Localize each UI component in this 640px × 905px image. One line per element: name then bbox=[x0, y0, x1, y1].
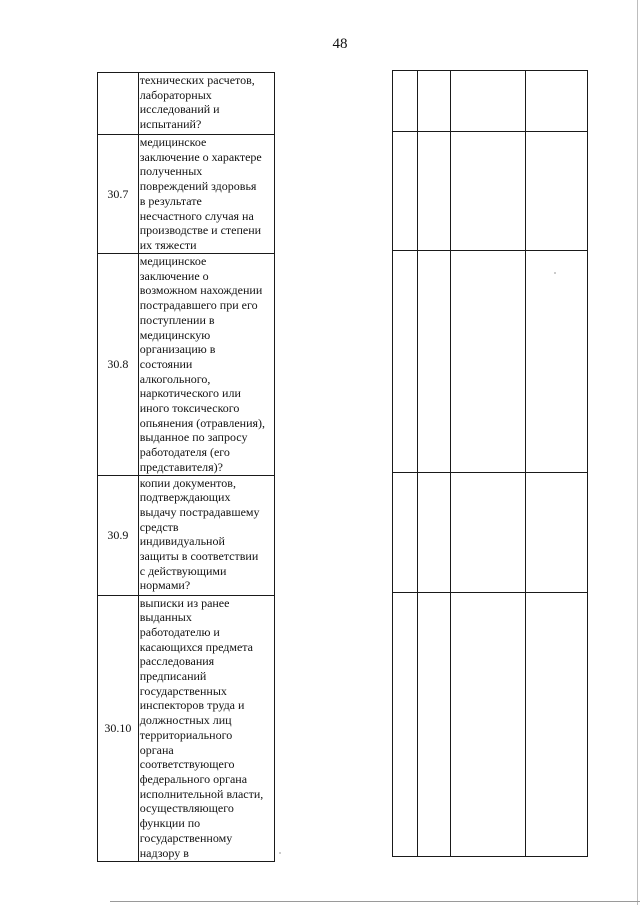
scan-speck bbox=[554, 272, 556, 274]
answer-row bbox=[393, 593, 588, 857]
page-edge-line bbox=[637, 0, 638, 905]
table-row bbox=[98, 73, 275, 135]
item-question-cell: медицинское заключение о характере полученных повреждений здоровья в результате несчастного случая на производстве и степени их тяжести bbox=[138, 135, 274, 254]
answer-cell bbox=[451, 473, 526, 593]
answer-cell bbox=[393, 132, 418, 251]
answer-cell bbox=[451, 593, 526, 857]
item-question-cell: медицинское заключение о возможном нахождении пострадавшего при его поступлении в медицинскую организацию в состоянии алкогольного, наркотического или иного токсического опьянения (отравления), выданное по запросу работодателя (его представителя)? bbox=[138, 254, 274, 476]
answer-row bbox=[393, 132, 588, 251]
item-number-cell bbox=[98, 73, 139, 135]
item-number-cell: 30.9 bbox=[98, 475, 139, 595]
answer-cell bbox=[525, 251, 587, 473]
table-row bbox=[98, 475, 275, 595]
answer-cell bbox=[525, 71, 587, 132]
answer-grid-table bbox=[392, 70, 588, 857]
table-row bbox=[98, 135, 275, 254]
page-bottom-line bbox=[110, 901, 640, 902]
table-row bbox=[98, 595, 275, 861]
answer-cell bbox=[417, 473, 450, 593]
answer-cell bbox=[417, 71, 450, 132]
answer-cell bbox=[525, 593, 587, 857]
answer-cell bbox=[393, 71, 418, 132]
item-question-cell: технических расчетов, лабораторных исследований и испытаний? bbox=[138, 73, 274, 135]
answer-row bbox=[393, 71, 588, 132]
answer-row bbox=[393, 473, 588, 593]
item-number-cell: 30.8 bbox=[98, 254, 139, 476]
answer-cell bbox=[393, 593, 418, 857]
answer-cell bbox=[451, 251, 526, 473]
item-number-cell: 30.10 bbox=[98, 595, 139, 861]
answer-cell bbox=[393, 251, 418, 473]
item-question-cell: выписки из ранее выданных работодателю и касающихся предмета расследования предписаний государственных инспекторов труда и должностных лиц территориального органа соответствующего федерального органа исполнительной власти, осуществляющего функции по государственному надзору в bbox=[138, 595, 274, 861]
answer-cell bbox=[525, 132, 587, 251]
answer-cell bbox=[451, 71, 526, 132]
answer-cell bbox=[525, 473, 587, 593]
table-row bbox=[98, 254, 275, 476]
answer-cell bbox=[393, 473, 418, 593]
item-question-cell: копии документов, подтверждающих выдачу пострадавшему средств индивидуальной защиты в соответствии с действующими нормами? bbox=[138, 475, 274, 595]
scan-speck bbox=[279, 852, 281, 854]
answer-row bbox=[393, 251, 588, 473]
page-number: 48 bbox=[332, 36, 348, 52]
item-number-cell: 30.7 bbox=[98, 135, 139, 254]
answer-cell bbox=[417, 593, 450, 857]
answer-cell bbox=[451, 132, 526, 251]
checklist-table bbox=[97, 72, 275, 862]
answer-cell bbox=[417, 251, 450, 473]
answer-cell bbox=[417, 132, 450, 251]
